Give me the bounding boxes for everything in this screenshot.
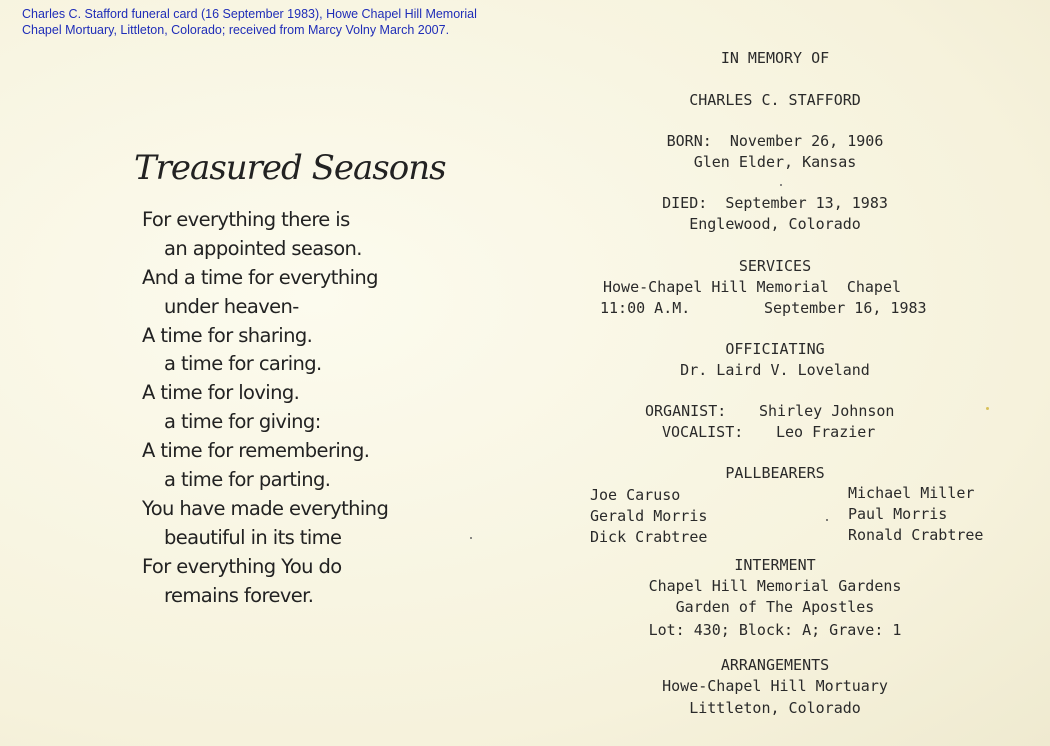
poem-line: For everything You do [142, 554, 342, 578]
poem-line: a time for caring. [164, 352, 322, 376]
services-date: September 16, 1983 [764, 299, 927, 317]
image-caption: Charles C. Stafford funeral card (16 September 1983), Howe Chapel Hill Memorial Chapel Mortuary, Littleton, Colorado; received from Marcy Volny March 2007. [22, 7, 477, 37]
services-time: 11:00 A.M. [600, 299, 691, 317]
interment-heading: INTERMENT [734, 556, 816, 574]
pallbearer-left: Gerald Morris [590, 507, 708, 525]
organist-name: Shirley Johnson [759, 402, 895, 420]
poem-line: For everything there is [142, 208, 350, 231]
poem-line: A time for loving. [142, 381, 300, 405]
poem-title: Treasured Seasons [134, 148, 446, 188]
poem-line: A time for remembering. [142, 439, 370, 463]
paper-speck [986, 407, 989, 410]
interment-plot: Lot: 430; Block: A; Grave: 1 [648, 621, 902, 639]
born-date-line [585, 132, 965, 150]
pallbearers-heading: PALLBEARERS [725, 464, 825, 482]
died-label: DIED: [662, 194, 708, 212]
pallbearer-left: Joe Caruso [590, 486, 681, 504]
poem-line: remains forever. [164, 583, 314, 607]
memorial-heading: IN MEMORY OF [720, 49, 830, 67]
services-location: Howe-Chapel Hill Memorial Chapel [603, 278, 902, 296]
poem-line: a time for giving: [164, 410, 321, 434]
officiant: Dr. Laird V. Loveland [680, 361, 870, 379]
services-heading: SERVICES [738, 257, 812, 275]
poem-line: You have made everything [142, 496, 389, 520]
died-place: Englewood, Colorado [689, 215, 861, 233]
poem [142, 208, 388, 612]
officiating-heading: OFFICIATING [725, 340, 825, 358]
interment-place: Chapel Hill Memorial Gardens [648, 577, 902, 595]
pallbearer-left: Dick Crabtree [590, 528, 708, 546]
born-place: Glen Elder, Kansas [693, 153, 857, 171]
died-date: September 13, 1983 [725, 194, 888, 212]
born-date: November 26, 1906 [729, 132, 884, 150]
vocalist-name: Leo Frazier [776, 423, 876, 441]
poem-line: beautiful in its time [164, 525, 342, 549]
poem-line: a time for parting. [164, 468, 331, 492]
born-label: BORN: [666, 132, 712, 150]
poem-line: an appointed season. [164, 236, 362, 260]
vocalist-label: VOCALIST: [662, 423, 744, 441]
paper-speck [826, 519, 828, 521]
pallbearer-right: Ronald Crabtree [848, 526, 984, 544]
interment-garden: Garden of The Apostles [675, 598, 875, 616]
paper-speck [470, 537, 472, 539]
arrangements-place: Littleton, Colorado [689, 699, 861, 717]
paper-speck [780, 184, 782, 186]
deceased-name: CHARLES C. STAFFORD [689, 91, 861, 109]
pallbearer-right: Paul Morris [848, 505, 948, 523]
died-date-line [585, 194, 965, 212]
organist-label: ORGANIST: [645, 402, 727, 420]
poem-line: under heaven- [164, 294, 299, 318]
poem-line: A time for sharing. [142, 323, 313, 347]
poem-line: And a time for everything [142, 265, 378, 289]
pallbearer-right: Michael Miller [848, 484, 975, 502]
arrangements-heading: ARRANGEMENTS [720, 656, 830, 674]
arrangements-by: Howe-Chapel Hill Mortuary [662, 677, 888, 695]
